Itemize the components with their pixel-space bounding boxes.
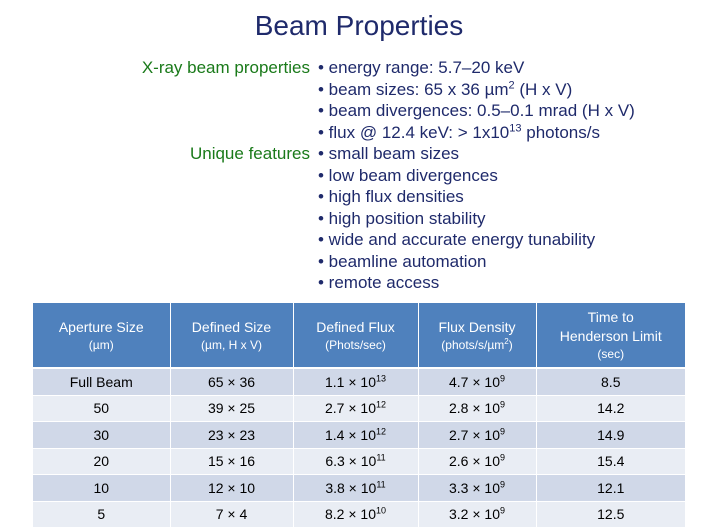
table-row [33, 475, 685, 502]
table-row [33, 448, 685, 475]
cell-time: 12.1 [536, 475, 685, 502]
xray-row-0 [0, 57, 718, 79]
cell-flux-density: $2.7 \times 10^9$ [418, 422, 536, 449]
beam-table [33, 303, 685, 528]
cell-defined-size: 12 × 10 [170, 475, 293, 502]
unique-item: • high flux densities [318, 187, 464, 206]
unique-row-6 [0, 272, 718, 294]
unique-item: • wide and accurate energy tunability [318, 230, 596, 249]
cell-flux-density: $3.2 \times 10^9$ [418, 501, 536, 528]
xray-item: • beam divergences: 0.5–0.1 mrad (H x V) [318, 101, 635, 120]
table-row [33, 395, 685, 422]
cell-aperture: Full Beam [33, 368, 170, 395]
unique-item: • low beam divergences [318, 165, 498, 185]
table-row [33, 368, 685, 395]
cell-defined-size: 23 × 23 [170, 422, 293, 449]
page-title: Beam Properties [254, 10, 464, 41]
unique-item: • high position stability [318, 208, 486, 228]
cell-defined-size: 7 × 4 [170, 501, 293, 528]
xray-row-1 [0, 79, 718, 101]
unique-item: • small beam sizes [318, 144, 460, 163]
cell-defined-size: 39 × 25 [170, 395, 293, 422]
unique-row-1 [0, 165, 718, 187]
cell-defined-flux: $2.7 \times 10^{12}$ [293, 395, 418, 422]
beam-properties-list [0, 57, 718, 294]
xray-item: • energy range: 5.7–20 keV [318, 58, 525, 77]
unique-row-3 [0, 208, 718, 230]
cell-aperture: 10 [33, 475, 170, 502]
unique-row-5 [0, 251, 718, 273]
cell-defined-size: 15 × 16 [170, 448, 293, 475]
cell-time: 15.4 [536, 448, 685, 475]
cell-defined-flux: $1.4 \times 10^{12}$ [293, 422, 418, 449]
table-row [33, 501, 685, 528]
cell-flux-density: $4.7 \times 10^9$ [418, 368, 536, 395]
unique-row-4 [0, 229, 718, 251]
cell-defined-flux: $3.8 \times 10^{11}$ [293, 475, 418, 502]
header-defined-flux: Defined Flux (Phots/sec) [293, 303, 418, 368]
table-row [33, 422, 685, 449]
unique-row-2 [0, 186, 718, 208]
unique-item: • beamline automation [318, 251, 487, 271]
cell-defined-size: 65 × 36 [170, 368, 293, 395]
cell-aperture: 50 [33, 395, 170, 422]
cell-aperture: 30 [33, 422, 170, 449]
xray-item: • flux @ 12.4 keV: > $1x10^{13}$ photons/s [318, 121, 600, 142]
unique-features-label: Unique features [189, 144, 310, 163]
header-aperture-size: Aperture Size (µm) [33, 303, 170, 368]
cell-defined-flux: $6.3 \times 10^{11}$ [293, 448, 418, 475]
cell-defined-flux: $1.1 \times 10^{13}$ [293, 368, 418, 395]
xray-properties-label: X-ray beam properties [141, 58, 310, 77]
cell-time: 14.9 [536, 422, 685, 449]
table-header-row [33, 303, 685, 368]
header-time-to-henderson-limit: Time to Henderson Limit (sec) [536, 303, 685, 368]
unique-row-0 [0, 143, 718, 165]
cell-time: 8.5 [536, 368, 685, 395]
cell-aperture: 20 [33, 448, 170, 475]
xray-row-3 [0, 122, 718, 144]
cell-defined-flux: $8.2 \times 10^{10}$ [293, 501, 418, 528]
cell-flux-density: $2.8 \times 10^9$ [418, 395, 536, 422]
header-defined-size: Defined Size (µm, H x V) [170, 303, 293, 368]
cell-time: 12.5 [536, 501, 685, 528]
xray-row-2 [0, 100, 718, 122]
cell-time: 14.2 [536, 395, 685, 422]
header-flux-density: Flux Density (phots/s/µm$^2$) [418, 303, 536, 368]
cell-flux-density: $3.3 \times 10^9$ [418, 475, 536, 502]
xray-item: • beam sizes: 65 x 36 µm$^2$ (H x V) [318, 78, 573, 99]
cell-flux-density: $2.6 \times 10^9$ [418, 448, 536, 475]
unique-item: • remote access [318, 273, 440, 292]
cell-aperture: 5 [33, 501, 170, 528]
